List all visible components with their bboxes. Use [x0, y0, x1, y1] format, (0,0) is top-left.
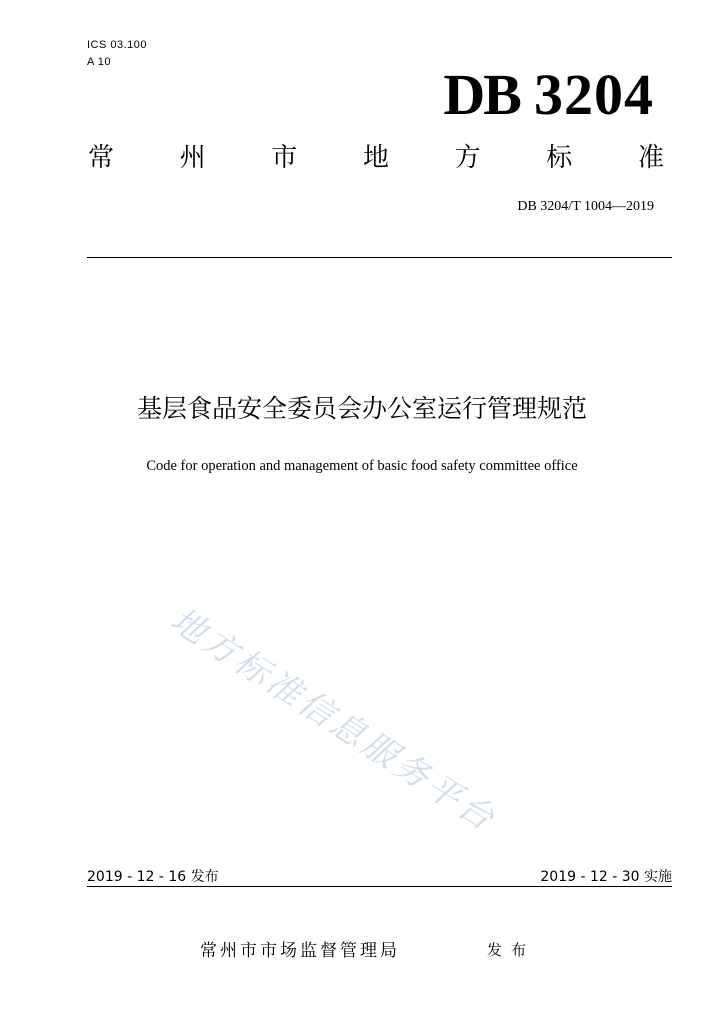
standard-type-char: 地	[362, 143, 389, 173]
standard-number: DB 3204/T 1004—2019	[517, 199, 654, 214]
top-divider	[87, 257, 672, 258]
document-title-chinese: 基层食品安全委员会办公室运行管理规范	[136, 394, 587, 423]
standard-code-prefix: DB	[443, 62, 520, 127]
standard-type-char: 方	[454, 143, 481, 173]
ics-code: ICS 03.100	[87, 39, 148, 51]
document-title-english: Code for operation and management of basic food safety committee office	[146, 458, 578, 474]
standard-code-number: 3204	[534, 62, 654, 127]
standard-type-heading	[88, 142, 664, 174]
issuing-authority: 常州市市场监督管理局	[200, 941, 400, 961]
implementation-date: 2019 - 12 - 30 实施	[540, 869, 672, 885]
issue-label: 发布	[487, 941, 536, 959]
standard-type-char: 市	[271, 143, 298, 173]
watermark: 地方标准信息服务平台	[163, 600, 504, 841]
issue-date: 2019 - 12 - 16 发布	[87, 869, 219, 885]
standard-type-char: 标	[546, 143, 573, 173]
standard-type-char: 州	[179, 143, 206, 173]
ccs-code: A 10	[87, 56, 112, 68]
classification-codes	[87, 38, 147, 72]
bottom-divider	[87, 886, 672, 887]
standard-type-char: 准	[637, 143, 664, 173]
standard-code-large	[443, 60, 654, 130]
standard-type-char: 常	[88, 143, 115, 173]
